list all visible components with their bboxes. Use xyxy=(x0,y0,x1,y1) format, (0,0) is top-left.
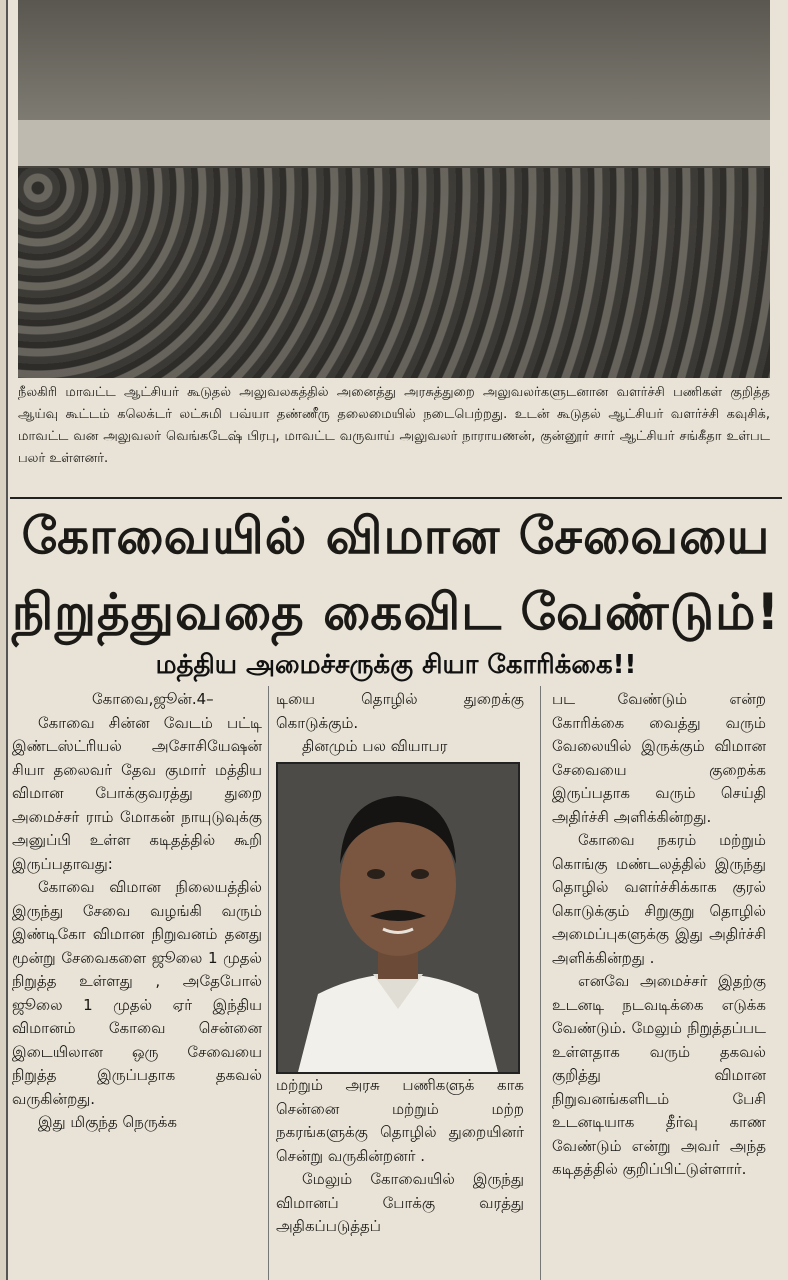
meeting-photo xyxy=(18,0,770,378)
dais-desk xyxy=(18,120,770,166)
column-divider xyxy=(540,686,541,1280)
article-column-1 xyxy=(12,688,262,1135)
section-divider xyxy=(10,497,782,499)
audience xyxy=(18,168,770,378)
paragraph: மற்றும் அரசு பணிகளுக் காக சென்னை மற்றும் மற்ற நகரங்களுக்கு தொழில் துறையினர் சென்று வருகின்றனர் . xyxy=(276,1076,524,1165)
paragraph: கோவை சின்ன வேடம் பட்டி இண்டஸ்ட்ரியல் அசோசியேஷன் சியா தலைவர் தேவ குமார் மத்திய விமான போக்குவரத்து துறை அமைச்சர் ராம் மோகன் நாயுடுவுக்கு அனுப்பி உள்ள கடிதத்தில் கூறி இருப்பதாவது: xyxy=(12,713,262,873)
paragraph: எனவே அமைச்சர் இதற்கு உடனடி நடவடிக்கை எடுக்க வேண்டும். மேலும் நிறுத்தப்பட உள்ளதாக வரும் தகவல் குறித்து விமான நிறுவனங்களிடம் பேசி உடனடியாக தீர்வு காண வேண்டும் என்று அவர் அந்த கடிதத்தில் குறிப்பிட்டுள்ளார். xyxy=(552,972,766,1178)
paragraph: டியை தொழில் துறைக்கு கொடுக்கும். xyxy=(276,690,524,732)
headline-line-1: கோவையில் விமான சேவையை xyxy=(21,507,771,565)
paragraph: தினமும் பல வியாபர xyxy=(302,737,448,755)
subheadline: மத்திய அமைச்சருக்கு சியா கோரிக்கை!! xyxy=(155,650,637,680)
headline-line-2: நிறுத்துவதை கைவிட வேண்டும்! xyxy=(11,583,781,641)
column-divider xyxy=(268,686,269,1280)
paragraph: பட வேண்டும் என்ற கோரிக்கை வைத்து வரும் வேலையில் இருக்கும் விமான சேவையை குறைக்க இருப்பதாக வரும் செய்தி அதிர்ச்சி அளிக்கின்றது. xyxy=(552,690,766,826)
portrait-illustration xyxy=(278,764,518,1072)
paragraph: மேலும் கோவையில் இருந்து விமானப் போக்கு வரத்து அதிகப்படுத்தப் xyxy=(276,1170,524,1235)
article-column-3 xyxy=(552,688,766,1182)
portrait-photo xyxy=(276,762,520,1074)
article-column-2-continued xyxy=(276,1074,524,1239)
paragraph: கோவை விமான நிலையத்தில் இருந்து சேவை வழங்கி வரும் இண்டிகோ விமான நிறுவனம் தனது மூன்று சேவைகளை ஜூலை 1 முதல் நிறுத்த உள்ளது , அதேபோல் ஜூலை 1 முதல் ஏர் இந்திய விமானம் கோவை சென்னை இடையிலான ஒரு சேவையை நிறுத்த இருப்பதாக தகவல் வருகின்றது. xyxy=(12,878,262,1108)
paragraph: இது மிகுந்த நெருக்க xyxy=(38,1113,177,1131)
photo-caption: நீலகிரி மாவட்ட ஆட்சியர் கூடுதல் அலுவலகத்தில் அனைத்து அரசுத்துறை அலுவலர்களுடனான வளர்ச்சி பணிகள் குறித்த ஆய்வு கூட்டம் கலெக்டர் லட்சுமி பவ்யா தண்ணீரு தலைமையில் நடைபெற்றது. உடன் கூடுதல் ஆட்சியர் வளர்ச்சி கவுசிக், மாவட்ட வன அலுவலர் வெங்கடேஷ் பிரபு, மாவட்ட வருவாய் அலுவலர் நாராயணன், குன்னூர் சார் ஆட்சியர் சங்கீதா உள்பட பலர் உள்ளனர். xyxy=(18,385,770,466)
paragraph: கோவை நகரம் மற்றும் கொங்கு மண்டலத்தில் இருந்து தொழில் வளர்ச்சிக்காக குரல் கொடுக்கும் சிறுகுறு தொழில் அமைப்புகளுக்கு இது அதிர்ச்சி அளிக்கின்றது . xyxy=(552,831,766,967)
dateline: கோவை,ஜூன்.4– xyxy=(92,690,214,708)
article-column-2 xyxy=(276,688,524,759)
